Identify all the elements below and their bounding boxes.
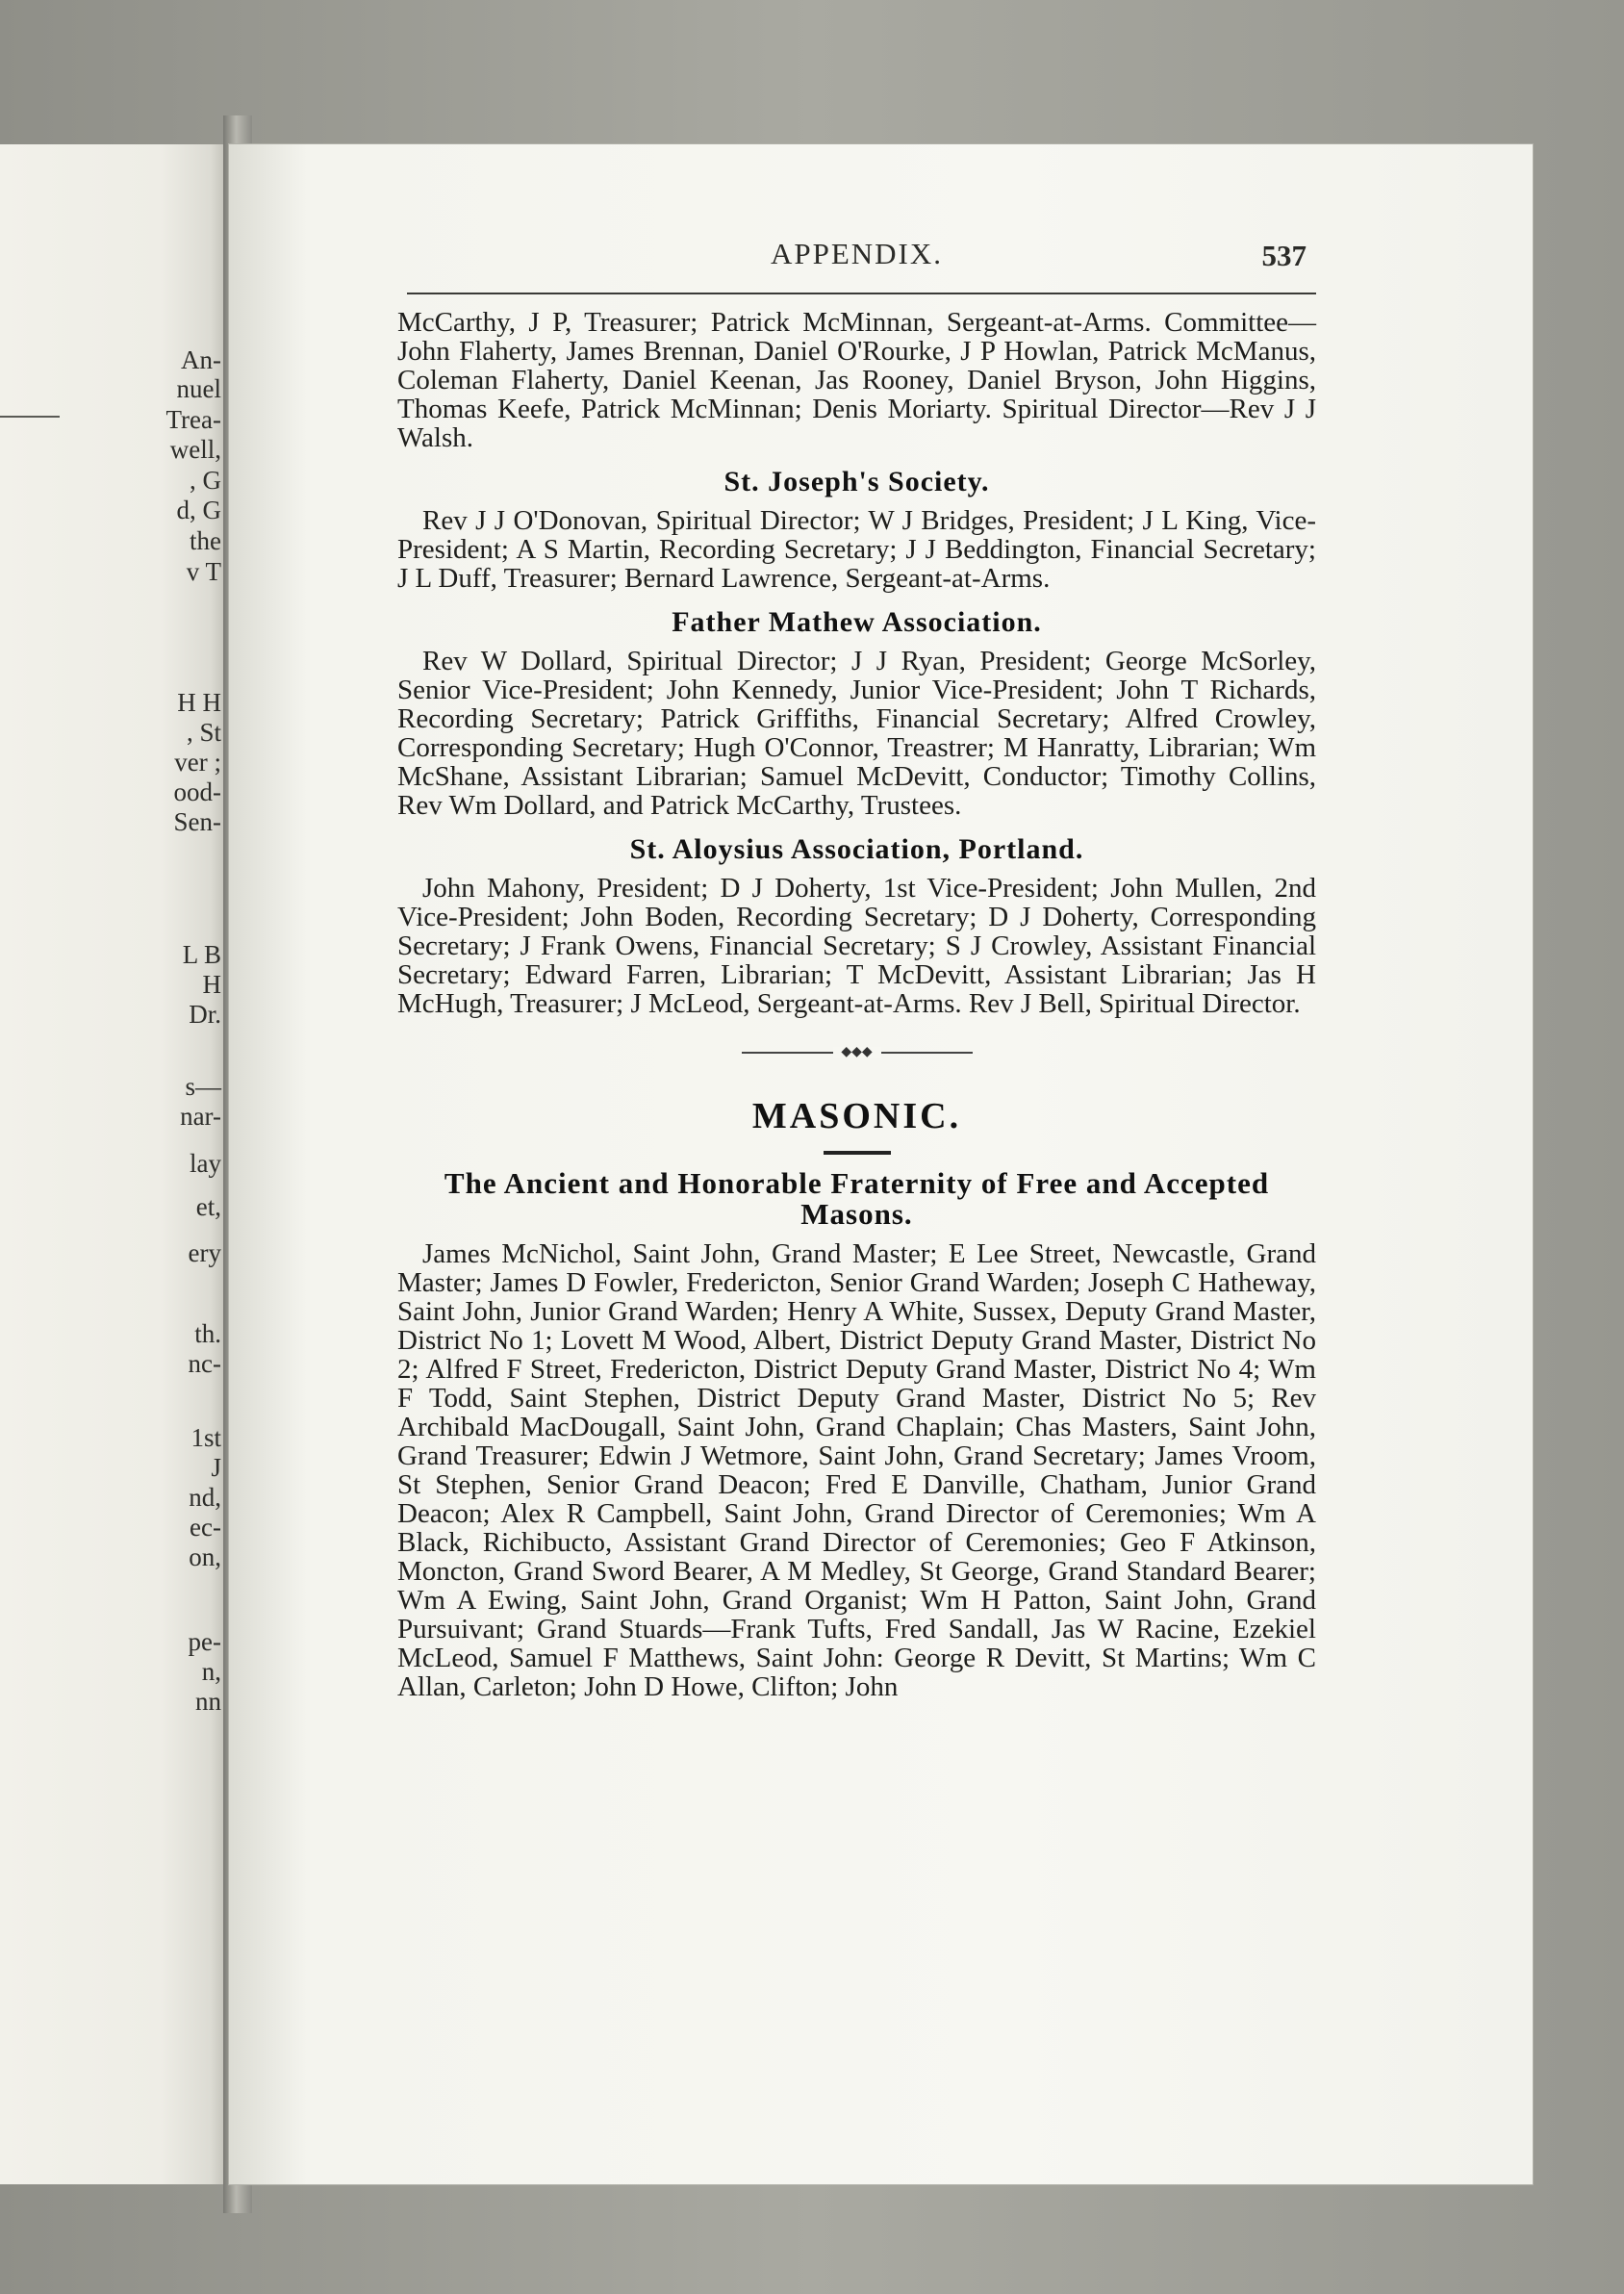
society-block-st-aloysius <box>397 833 1316 1018</box>
header-rule <box>407 293 1316 294</box>
left-page-fragment: Dr. <box>189 1000 221 1029</box>
left-page-fragment: s— <box>185 1072 221 1101</box>
fraternity-title: The Ancient and Honorable Fraternity of Free and Accepted Masons. <box>444 1166 1270 1231</box>
left-page-fragment: nuel <box>176 374 221 403</box>
running-title: APPENDIX. <box>770 237 944 270</box>
society-text: Rev J J O'Donovan, Spiritual Director; W J Bridges, President; J L King, Vice-President; A S Martin, Recording Secretary; J J Beddington, Financial Secretary; J L Duff, Treasurer; Bernard Lawrence, Sergeant-at-Arms. <box>397 505 1316 594</box>
page-header <box>407 237 1307 279</box>
society-block-father-mathew <box>397 606 1316 820</box>
masonic-officers-text: James McNichol, Saint John, Grand Master; E Lee Street, Newcastle, Grand Master; James D Fowler, Fredericton, Senior Grand Warden; Joseph C Hatheway, Saint John, Junior Grand Warden; Henry A White, Sussex, Deputy Grand Master, District No 1; Lovett M Wood, Albert, District Deputy Grand Master, District No 2; Alfred F Street, Fredericton, District Deputy Grand Master, District No 4; Wm F Todd, Saint Stephen, District Deputy Grand Master, District No 5; Rev Archibald MacDougall, Saint John, Grand Chaplain; Chas Masters, Saint John, Grand Treasurer; Edwin J Wetmore, Saint John, Grand Secretary; James Vroom, St Stephen, Senior Grand Deacon; Fred E Danville, Chatham, Junior Grand Deacon; Alex R Campbell, Saint John, Grand Director of Ceremonies; Wm A Black, Richibucto, Assistant Grand Director of Ceremonies; Geo F Atkinson, Moncton, Grand Sword Bearer, A M Medley, St George, Grand Standard Bearer; Wm A Ewing, Saint John, Grand Organist; Wm H Patton, Saint John, Grand Pursuivant; Grand Stuards—Frank Tufts, Fred Sandall, Jas W Racine, Ezekiel McLeod, Samuel F Matthews, Saint John: George R Devitt, St Martins; Wm C Allan, Carleton; John D Howe, Clifton; John <box>397 1238 1316 1702</box>
page-number: 537 <box>1261 239 1307 272</box>
ornamental-divider <box>742 1047 973 1058</box>
left-page-fragment: nc- <box>188 1349 221 1378</box>
society-title: St. Joseph's Society. <box>723 466 990 497</box>
left-page-edge <box>0 144 229 2184</box>
left-page-fragment: Sen- <box>173 807 221 836</box>
left-page-fragment: , St <box>186 718 221 747</box>
left-page-fragment: ec- <box>190 1513 221 1542</box>
left-page-fragment: the <box>190 526 221 555</box>
left-page-fragment: ver ; <box>174 748 221 777</box>
left-page-fragment: et, <box>195 1192 221 1221</box>
left-page-fragment: nd, <box>189 1483 221 1512</box>
left-page-fragment: L B <box>182 940 221 969</box>
page-body <box>397 308 1316 1701</box>
left-page-fragment: nn <box>195 1687 221 1716</box>
left-page-fragment: 1st <box>190 1423 221 1452</box>
left-page-fragment: H <box>202 970 221 999</box>
society-text: John Mahony, President; D J Doherty, 1st Vice-President; John Mullen, 2nd Vice-President; John Boden, Recording Secretary; D J Doherty, Corresponding Secretary; J Frank Owens, Financial Secretary; S J Crowley, Assistant Financial Secretary; Edward Farren, Librarian; T McDevitt, Assistant Librarian; Jas H McHugh, Treasurer; J McLeod, Sergeant-at-Arms. Rev J Bell, Spiritual Director. <box>397 873 1316 1019</box>
left-page-fragment: lay <box>190 1149 221 1178</box>
left-page-fragment: H H <box>177 688 221 717</box>
left-page-fragment: ood- <box>173 777 221 806</box>
left-page-fragment: v T <box>186 557 221 586</box>
left-page-fragment: on, <box>189 1542 221 1571</box>
divider-ornament-icon: ◆◆◆ <box>833 1047 881 1058</box>
section-title-masonic: MASONIC. <box>751 1096 962 1136</box>
left-page-fragment: pe- <box>188 1627 221 1656</box>
continued-paragraph: McCarthy, J P, Treasurer; Patrick McMinnan, Sergeant-at-Arms. Committee—John Flaherty, James Brennan, Daniel O'Rourke, J P Howlan, Patrick McManus, Coleman Flaherty, Daniel Keenan, Jas Rooney, Daniel Bryson, John Higgins, Thomas Keefe, Patrick McMinnan; Denis Moriarty. Spiritual Director—Rev J J Walsh. <box>397 307 1316 453</box>
left-page-fragment: th. <box>194 1319 221 1348</box>
society-block-st-joseph <box>397 466 1316 593</box>
left-page-fragment: An- <box>181 345 221 374</box>
society-title: Father Mathew Association. <box>672 606 1042 638</box>
left-page-fragment: d, G <box>176 496 221 524</box>
left-page-fragment: nar- <box>180 1102 221 1131</box>
left-page-rule <box>0 416 60 418</box>
left-page-fragment: ery <box>188 1238 221 1267</box>
left-page-fragment: n, <box>201 1657 221 1686</box>
society-title: St. Aloysius Association, Portland. <box>629 833 1084 865</box>
right-page <box>229 144 1533 2184</box>
left-page-fragment: J <box>211 1453 221 1482</box>
left-page-fragment: , G <box>190 466 221 495</box>
section-rule <box>824 1151 891 1155</box>
left-page-fragment: well, <box>169 435 221 464</box>
left-page-fragment: Trea- <box>165 405 221 434</box>
society-text: Rev W Dollard, Spiritual Director; J J Ryan, President; George McSorley, Senior Vice-President; John Kennedy, Junior Vice-President; John T Richards, Recording Secretary; Patrick Griffiths, Financial Secretary; Alfred Crowley, Corresponding Secretary; Hugh O'Connor, Treastrer; M Hanratty, Librarian; Wm McShane, Assistant Librarian; Samuel McDevitt, Conductor; Timothy Collins, Rev Wm Dollard, and Patrick McCarthy, Trustees. <box>397 646 1316 821</box>
